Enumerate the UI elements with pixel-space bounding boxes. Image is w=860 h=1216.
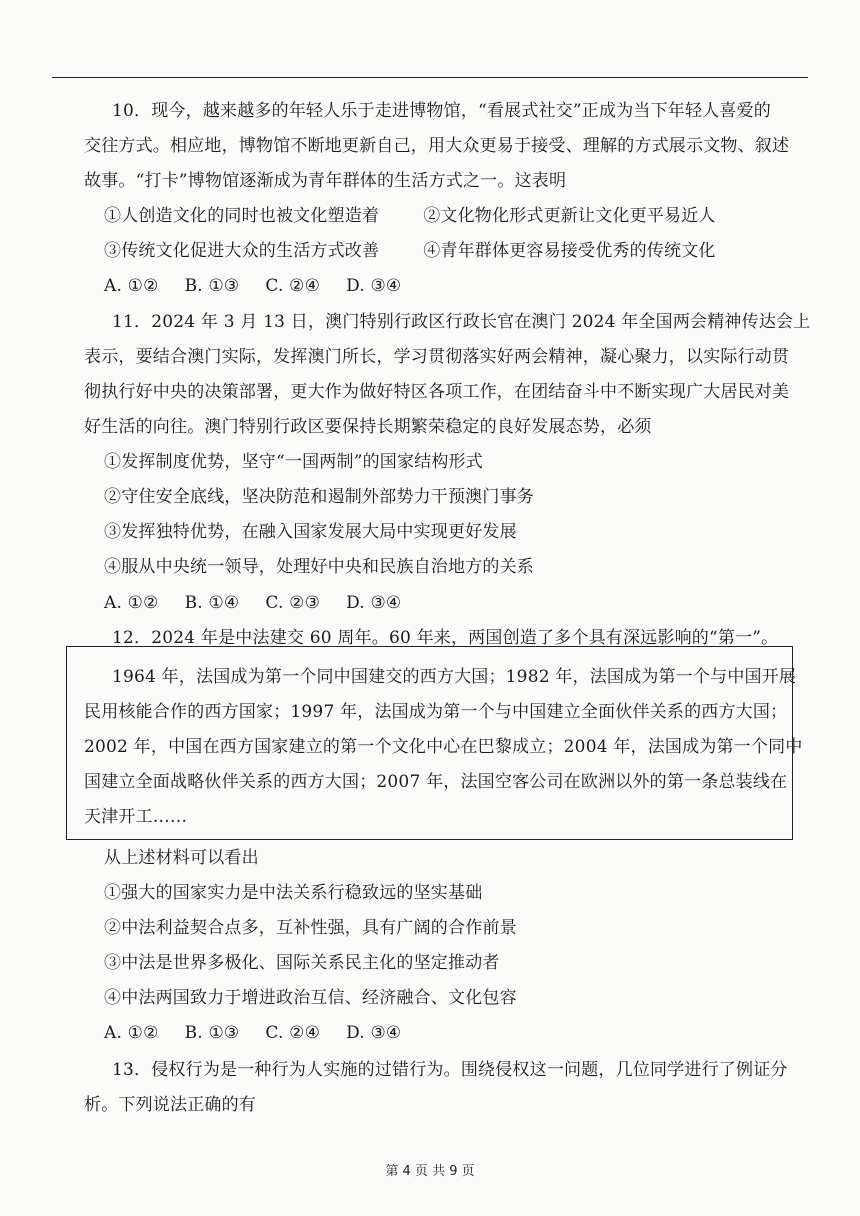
q12-option-2: ②中法利益契合点多，互补性强，具有广阔的合作前景 bbox=[104, 918, 517, 938]
q10-option-3: ③传统文化促进大众的生活方式改善 bbox=[104, 241, 380, 261]
q10-options-row1 bbox=[104, 206, 716, 226]
q10-choice-b: B. ①③ bbox=[184, 276, 240, 296]
q10-option-2: ②文化物化形式更新让文化更平易近人 bbox=[423, 206, 716, 226]
q10-answer-choices bbox=[104, 276, 427, 296]
q10-choice-c: C. ②④ bbox=[265, 276, 321, 296]
header-rule bbox=[52, 77, 808, 78]
q10-choice-d: D. ③④ bbox=[346, 276, 402, 296]
q13-stem-line1: 13．侵权行为是一种行为人实施的过错行为。围绕侵权这一问题，几位同学进行了例证分 bbox=[112, 1060, 788, 1080]
q11-option-4: ④服从中央统一领导，处理好中央和民族自治地方的关系 bbox=[104, 557, 534, 577]
q11-stem-line1: 11．2024 年 3 月 13 日，澳门特别行政区行政长官在澳门 2024 年全国两会精神传达会上 bbox=[112, 312, 811, 332]
q12-choice-b: B. ①③ bbox=[184, 1023, 240, 1043]
q11-choice-b: B. ①④ bbox=[184, 593, 240, 613]
q12-option-3: ③中法是世界多极化、国际关系民主化的坚定推动者 bbox=[104, 953, 500, 973]
q11-stem-line2: 表示，要结合澳门实际，发挥澳门所长，学习贯彻落实好两会精神，凝心聚力，以实际行动贯 bbox=[84, 347, 790, 367]
q12-material-line4: 国建立全面战略伙伴关系的西方大国；2007 年，法国空客公司在欧洲以外的第一条总装线在 bbox=[84, 772, 788, 792]
q10-option-1: ①人创造文化的同时也被文化塑造着 bbox=[104, 206, 380, 226]
q10-options-row2 bbox=[104, 241, 716, 261]
q12-choice-d: D. ③④ bbox=[346, 1023, 402, 1043]
q11-choice-c: C. ②③ bbox=[265, 593, 321, 613]
q12-choice-a: A. ①② bbox=[104, 1023, 159, 1043]
q10-stem-line3: 故事。“打卡”博物馆逐渐成为青年群体的生活方式之一。这表明 bbox=[84, 171, 567, 191]
q13-stem-line2: 析。下列说法正确的有 bbox=[84, 1095, 256, 1115]
q11-option-3: ③发挥独特优势，在融入国家发展大局中实现更好发展 bbox=[104, 522, 517, 542]
q10-stem-line2: 交往方式。相应地，博物馆不断地更新自己，用大众更易于接受、理解的方式展示文物、叙述 bbox=[84, 136, 790, 156]
q11-stem-line3: 彻执行好中央的决策部署，更大作为做好特区各项工作，在团结奋斗中不断实现广大居民对美 bbox=[84, 382, 790, 402]
q10-option-4: ④青年群体更容易接受优秀的传统文化 bbox=[423, 241, 716, 261]
q12-material-line1: 1964 年，法国成为第一个同中国建交的西方大国；1982 年，法国成为第一个与中国开展 bbox=[112, 667, 797, 687]
page-footer: 第 4 页 共 9 页 bbox=[385, 1164, 475, 1179]
q11-option-2: ②守住安全底线，坚决防范和遏制外部势力干预澳门事务 bbox=[104, 487, 534, 507]
q12-answer-choices bbox=[104, 1023, 427, 1043]
q11-stem-line4: 好生活的向往。澳门特别行政区要保持长期繁荣稳定的良好发展态势，必须 bbox=[84, 417, 652, 437]
q10-choice-a: A. ①② bbox=[104, 276, 159, 296]
q11-option-1: ①发挥制度优势，坚守“一国两制”的国家结构形式 bbox=[104, 452, 483, 472]
q11-choice-d: D. ③④ bbox=[346, 593, 402, 613]
q12-stem-line1: 12．2024 年是中法建交 60 周年。60 年来，两国创造了多个具有深远影响的“第一”。 bbox=[112, 628, 779, 648]
q10-stem-line1: 10．现今，越来越多的年轻人乐于走进博物馆，“看展式社交”正成为当下年轻人喜爱的 bbox=[112, 101, 772, 121]
q12-option-4: ④中法两国致力于增进政治互信、经济融合、文化包容 bbox=[104, 988, 517, 1008]
q12-question: 从上述材料可以看出 bbox=[104, 848, 259, 868]
q11-answer-choices bbox=[104, 593, 427, 613]
q12-material-line3: 2002 年，中国在西方国家建立的第一个文化中心在巴黎成立；2004 年，法国成为第一个同中 bbox=[84, 737, 803, 757]
q12-material-line5: 天津开工…… bbox=[84, 807, 188, 827]
q11-choice-a: A. ①② bbox=[104, 593, 159, 613]
q12-option-1: ①强大的国家实力是中法关系行稳致远的坚实基础 bbox=[104, 883, 483, 903]
q12-material-line2: 民用核能合作的西方国家；1997 年，法国成为第一个与中国建立全面伙伴关系的西方大国； bbox=[84, 702, 788, 722]
q12-choice-c: C. ②④ bbox=[265, 1023, 321, 1043]
